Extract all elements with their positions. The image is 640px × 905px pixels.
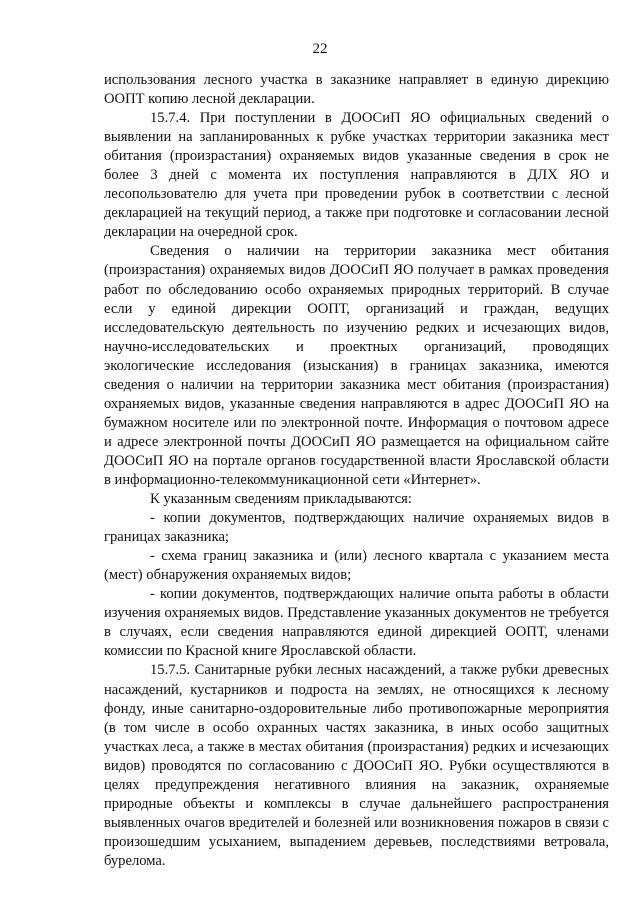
list-item-experience-docs: - копии документов, подтверждающих наличие опыта работы в области изучения охраняемых видов. Представление указанных документов не требуется в случаях, если сведения направляются единой дирекцией ООПТ, членами комиссии по Красной книге Ярославской области. <box>104 586 609 660</box>
paragraph-15-7-4: 15.7.4. При поступлении в ДООСиП ЯО официальных сведений о выявлении на запланированных к рубке участках территории заказника мест обитания (произрастания) охраняемых видов указанные сведения в срок не более 3 дней с момента их поступления направляются в ДЛХ ЯО и лесопользователю для учета при проведении рубок в соответствии с лесной декларацией на текущий период, а также при подготовке и согласовании лесной декларации на очередной срок. <box>104 110 609 241</box>
paragraph-continuation: использования лесного участка в заказнике направляет в единую дирекцию ООПТ копию лесной декларации. <box>104 72 609 108</box>
paragraph-attachments-intro: К указанным сведениям прикладываются: <box>150 491 412 508</box>
page-number: 22 <box>312 41 328 57</box>
paragraph-habitat-info: Сведения о наличии на территории заказника мест обитания (произрастания) охраняемых видов ДООСиП ЯО получает в рамках проведения работ по обследованию особо охраняемых природных территорий. В случае если у единой дирекции ООПТ, организаций и граждан, ведущих исследовательскую деятельность по изучению редких и исчезающих видов, научно-исследовательских и проектных организаций, проводящих экологические исследования (изыскания) в границах заказника, имеются сведения о наличии на территории заказника мест обитания (произрастания) охраняемых видов, указанные сведения направляются в адрес ДООСиП ЯО на бумажном носителе или по электронной почте. Информация о почтовом адресе и адресе электронной почты ДООСиП ЯО размещается на официальном сайте ДООСиП ЯО на портале органов государственной власти Ярославской области в информационно-телекоммуникационной сети «Интернет». <box>104 243 609 488</box>
document-body <box>104 71 609 871</box>
list-item-document-copies: - копии документов, подтверждающих наличие охраняемых видов в границах заказника; <box>104 510 609 546</box>
paragraph-15-7-5: 15.7.5. Санитарные рубки лесных насаждений, а также рубки древесных насаждений, кустарников и подроста на землях, не относящихся к лесному фонду, иные санитарно-оздоровительные либо противопожарные мероприятия (в том числе в особо охранных частях заказника, в иных особо защитных участках леса, а также в местах обитания (произрастания) редких и исчезающих видов) проводятся по согласованию с ДООСиП ЯО. Рубки осуществляются в целях предупреждения негативного влияния на заказник, охраняемые природные объекты и комплексы в случае дальнейшего распространения выявленных очагов вредителей и болезней или возникновения пожаров в связи с произошедшим усыханием, выпадением деревьев, последствиями ветровала, бурелома. <box>104 662 609 869</box>
list-item-boundary-scheme: - схема границ заказника и (или) лесного квартала с указанием места (мест) обнаружения охраняемых видов; <box>104 548 609 584</box>
